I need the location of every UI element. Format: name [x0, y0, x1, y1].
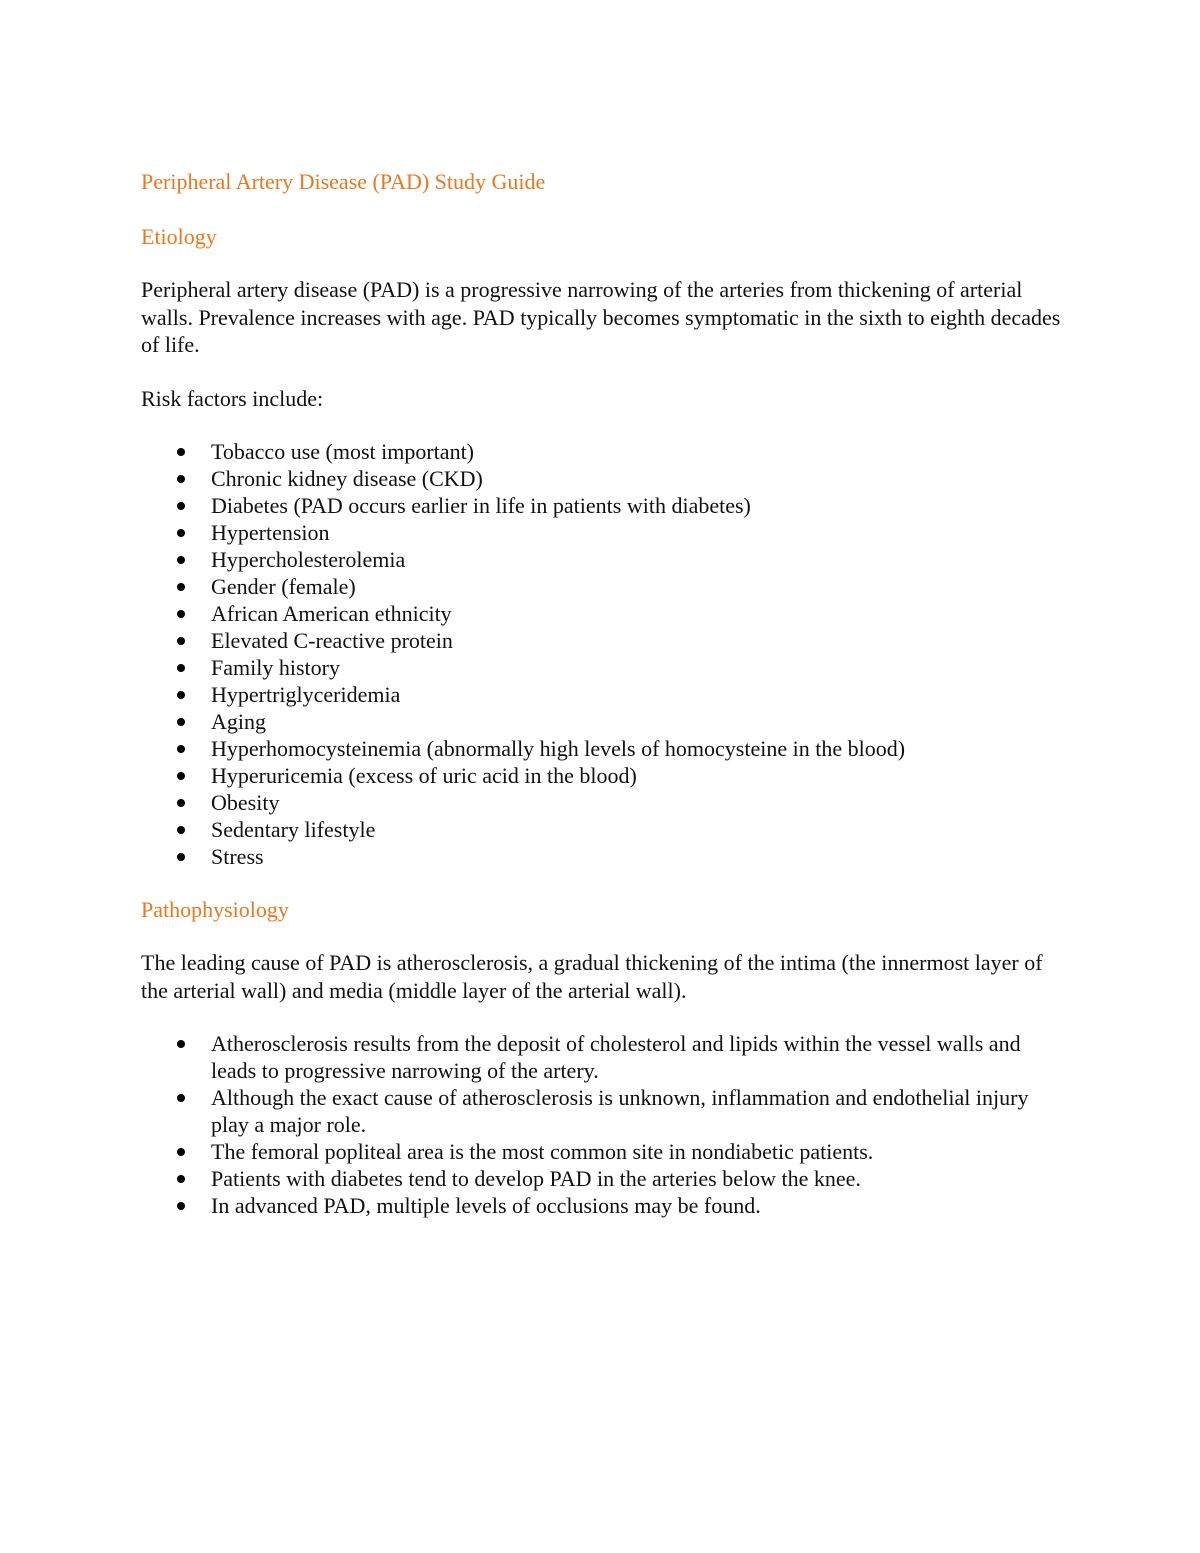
list-item: The femoral popliteal area is the most common site in nondiabetic patients. — [141, 1138, 1071, 1165]
bullet-icon — [177, 799, 185, 807]
bullet-icon — [177, 556, 185, 564]
bullet-icon — [177, 475, 185, 483]
list-item: Stress — [141, 843, 1071, 870]
bullet-icon — [177, 502, 185, 510]
bullet-icon — [177, 1202, 185, 1210]
bullet-icon — [177, 583, 185, 591]
list-item: Elevated C-reactive protein — [141, 627, 1071, 654]
bullet-icon — [177, 529, 185, 537]
bullet-icon — [177, 1175, 185, 1183]
list-item: Sedentary lifestyle — [141, 816, 1071, 843]
list-item: Hypercholesterolemia — [141, 546, 1071, 573]
bullet-icon — [177, 664, 185, 672]
bullet-icon — [177, 610, 185, 618]
bullet-icon — [177, 718, 185, 726]
etiology-heading: Etiology — [141, 224, 217, 249]
etiology-paragraph: Peripheral artery disease (PAD) is a progressive narrowing of the arteries from thickening of arterial walls. Prevalence increases with age. PAD typically becomes symptomatic in the sixth to eighth decades of life. — [141, 277, 1061, 357]
risk-factors-list — [141, 438, 1071, 870]
list-item: Hypertriglyceridemia — [141, 681, 1071, 708]
list-item: Hypertension — [141, 519, 1071, 546]
bullet-icon — [177, 448, 185, 456]
pathophysiology-points-list — [141, 1030, 1071, 1219]
bullet-icon — [177, 1148, 185, 1156]
list-item: Tobacco use (most important) — [141, 438, 1071, 465]
list-item: Gender (female) — [141, 573, 1071, 600]
bullet-icon — [177, 745, 185, 753]
list-item: Hyperhomocysteinemia (abnormally high levels of homocysteine in the blood) — [141, 735, 1071, 762]
list-item: Family history — [141, 654, 1071, 681]
list-item: Obesity — [141, 789, 1071, 816]
list-item: Aging — [141, 708, 1071, 735]
bullet-icon — [177, 637, 185, 645]
bullet-icon — [177, 853, 185, 861]
bullet-icon — [177, 691, 185, 699]
pathophysiology-heading: Pathophysiology — [141, 897, 289, 922]
pathophysiology-paragraph: The leading cause of PAD is atherosclerosis, a gradual thickening of the intima (the innermost layer of the arterial wall) and media (middle layer of the arterial wall). — [141, 950, 1043, 1003]
bullet-icon — [177, 1094, 185, 1102]
bullet-icon — [177, 826, 185, 834]
bullet-icon — [177, 1040, 185, 1048]
risk-factors-intro: Risk factors include: — [141, 385, 324, 411]
list-item: Hyperuricemia (excess of uric acid in the blood) — [141, 762, 1071, 789]
document-page — [141, 166, 1071, 1219]
list-item: Patients with diabetes tend to develop PAD in the arteries below the knee. — [141, 1165, 1071, 1192]
list-item: Chronic kidney disease (CKD) — [141, 465, 1071, 492]
list-item: In advanced PAD, multiple levels of occlusions may be found. — [141, 1192, 1071, 1219]
bullet-icon — [177, 772, 185, 780]
list-item: Diabetes (PAD occurs earlier in life in patients with diabetes) — [141, 492, 1071, 519]
list-item: Although the exact cause of atherosclerosis is unknown, inflammation and endothelial injury play a major role. — [141, 1084, 1071, 1138]
list-item: Atherosclerosis results from the deposit of cholesterol and lipids within the vessel walls and leads to progressive narrowing of the artery. — [141, 1030, 1071, 1084]
list-item: African American ethnicity — [141, 600, 1071, 627]
document-title: Peripheral Artery Disease (PAD) Study Guide — [141, 169, 546, 194]
